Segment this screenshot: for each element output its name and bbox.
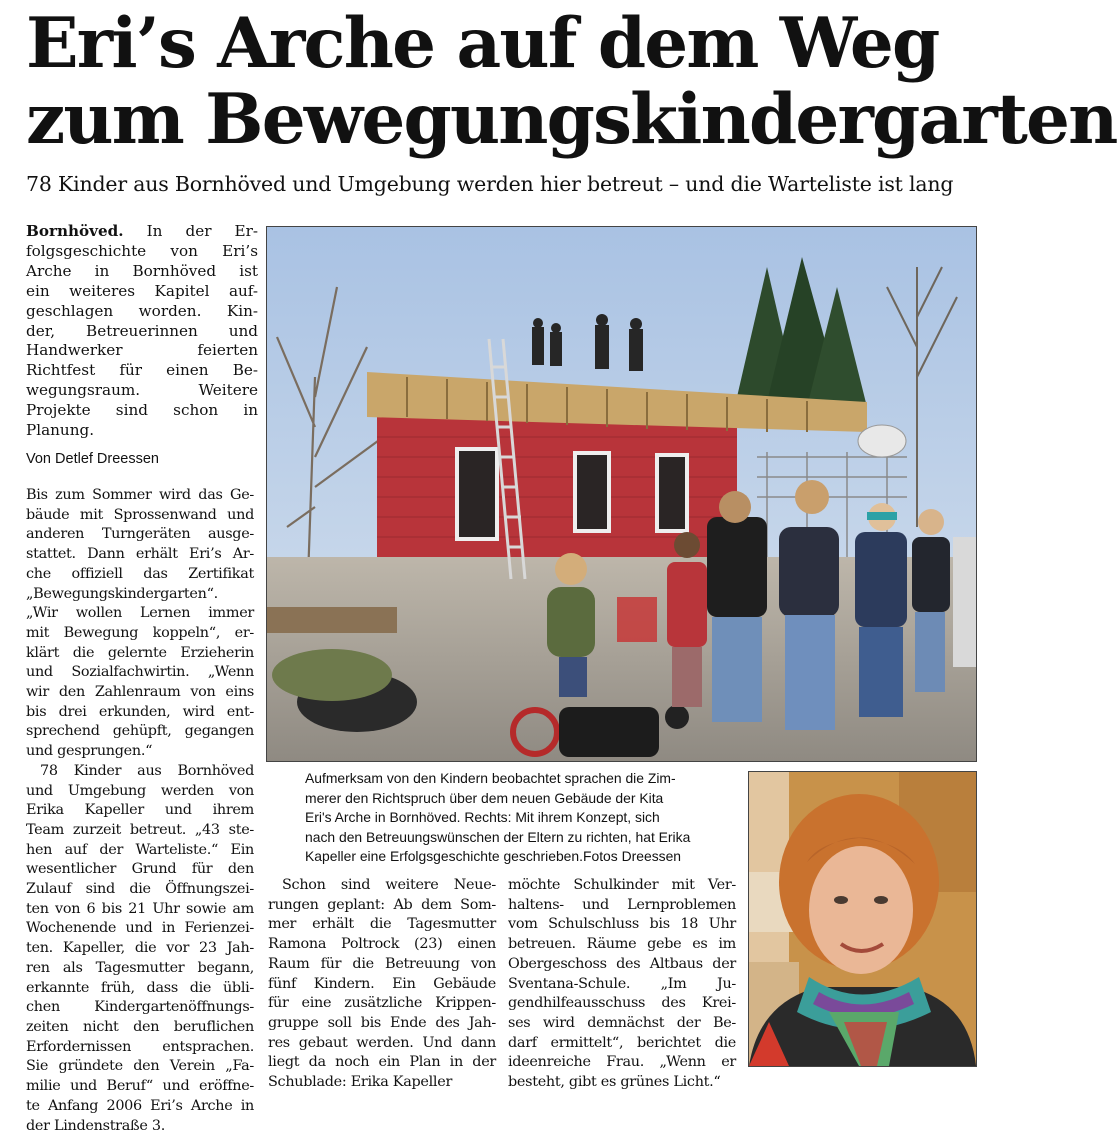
body-line: der Lindenstraße 3. bbox=[26, 1117, 254, 1136]
body-line: und Sozialfachwirtin. „Wenn bbox=[26, 663, 254, 683]
body-line: Erfordernissen entsprachen. bbox=[26, 1038, 254, 1058]
body-line: möchte Schulkinder mit Ver- bbox=[508, 876, 736, 896]
body-line: Erika Kapeller und ihrem bbox=[26, 801, 254, 821]
body-line: Ramona Poltrock (23) einen bbox=[268, 935, 496, 955]
lead-line: Handwerker feierten bbox=[26, 341, 258, 361]
lead-line: der, Betreuerinnen und bbox=[26, 322, 258, 342]
body-line: hen auf der Warteliste.“ Ein bbox=[26, 841, 254, 861]
photo-topping-out-ceremony bbox=[266, 226, 977, 762]
body-line: stattet. Dann erhält Eri’s Ar- bbox=[26, 545, 254, 565]
headline bbox=[26, 6, 986, 158]
photo-portrait-erika-kapeller bbox=[748, 771, 977, 1067]
body-line: fünf Kindern. Ein Gebäude bbox=[268, 975, 496, 995]
body-line: und Umgebung werden von bbox=[26, 782, 254, 802]
body-line: erkannte früh, dass die übli- bbox=[26, 979, 254, 999]
body-line: vom Schulschluss bis 18 Uhr bbox=[508, 915, 736, 935]
body-line: ten. Kapeller, die vor 23 Jah- bbox=[26, 939, 254, 959]
dateline: Bornhöved. bbox=[26, 222, 124, 240]
body-line: mer erhält die Tagesmutter bbox=[268, 915, 496, 935]
lead-line: Arche in Bornhöved ist bbox=[26, 262, 258, 282]
body-line: wesentlicher Grund für den bbox=[26, 860, 254, 880]
lead-line: In der Er- bbox=[124, 222, 258, 240]
body-column-1 bbox=[26, 486, 254, 1136]
body-line: klärt die gelernte Erzieherin bbox=[26, 644, 254, 664]
body-line: te Anfang 2006 Eri’s Arche in bbox=[26, 1097, 254, 1117]
body-line: Bis zum Sommer wird das Ge- bbox=[26, 486, 254, 506]
lead-line: wegungsraum. Weitere bbox=[26, 381, 258, 401]
body-line: ideenreiche Frau. „Wenn er bbox=[508, 1053, 736, 1073]
body-line: rungen geplant: Ab dem Som- bbox=[268, 896, 496, 916]
body-line: 78 Kinder aus Bornhöved bbox=[26, 762, 254, 782]
caption-line: Kapeller eine Erfolgsgeschichte geschrieben.Fotos Dreessen bbox=[305, 847, 737, 867]
body-line: darf ermittelt“, berichtet die bbox=[508, 1034, 736, 1054]
body-line: Team zurzeit betreut. „43 ste- bbox=[26, 821, 254, 841]
caption-line: merer den Richtspruch über dem neuen Gebäude der Kita bbox=[305, 789, 737, 809]
lead-line: geschlagen worden. Kin- bbox=[26, 302, 258, 322]
lead-line: Planung. bbox=[26, 421, 258, 441]
body-line: betreuen. Räume gebe es im bbox=[508, 935, 736, 955]
body-line: ren als Tagesmutter begann, bbox=[26, 959, 254, 979]
body-line: Raum für die Betreuung von bbox=[268, 955, 496, 975]
body-column-2 bbox=[268, 876, 496, 1093]
lead-paragraph bbox=[26, 222, 258, 441]
lead-line: ein weiteres Kapitel auf- bbox=[26, 282, 258, 302]
body-line: gendhilfeausschuss des Krei- bbox=[508, 994, 736, 1014]
body-line: und gesprungen.“ bbox=[26, 742, 254, 762]
body-line: Schon sind weitere Neue- bbox=[268, 876, 496, 896]
body-line: Sventana-Schule. „Im Ju- bbox=[508, 975, 736, 995]
body-line: sprechend gehüpft, gegangen bbox=[26, 722, 254, 742]
body-line: zeiten nicht den beruflichen bbox=[26, 1018, 254, 1038]
body-line: liegt da noch ein Plan in der bbox=[268, 1053, 496, 1073]
body-line: ten von 6 bis 21 Uhr sowie am bbox=[26, 900, 254, 920]
body-line: res gebaut werden. Und dann bbox=[268, 1034, 496, 1054]
body-line: Obergeschoss des Altbaus der bbox=[508, 955, 736, 975]
photo-caption bbox=[305, 769, 737, 867]
body-line: bäude mit Sprossenwand und bbox=[26, 506, 254, 526]
caption-line: nach den Betreuungswünschen der Eltern zu richten, hat Erika bbox=[305, 828, 737, 848]
body-line: haltens- und Lernproblemen bbox=[508, 896, 736, 916]
body-line: für eine zusätzliche Krippen- bbox=[268, 994, 496, 1014]
body-line: Schublade: Erika Kapeller bbox=[268, 1073, 496, 1093]
body-line: anderen Turngeräten ausge- bbox=[26, 525, 254, 545]
body-line: Zulauf sind die Öffnungszei- bbox=[26, 880, 254, 900]
body-line: wir den Zahlenraum von eins bbox=[26, 683, 254, 703]
body-line: Wochenende und in Ferienzei- bbox=[26, 919, 254, 939]
byline: Von Detlef Dreessen bbox=[26, 451, 159, 467]
body-line: „Wir wollen Lernen immer bbox=[26, 604, 254, 624]
lead-line: Richtfest für einen Be- bbox=[26, 361, 258, 381]
body-line: chen Kindergartenöffnungs- bbox=[26, 998, 254, 1018]
body-line: che offiziell das Zertifikat bbox=[26, 565, 254, 585]
body-line: mit Bewegung koppeln“, er- bbox=[26, 624, 254, 644]
body-column-3 bbox=[508, 876, 736, 1093]
body-line: Sie gründete den Verein „Fa- bbox=[26, 1057, 254, 1077]
headline-line-1: Eri’s Arche auf dem Weg bbox=[26, 6, 986, 82]
caption-line: Eri's Arche in Bornhöved. Rechts: Mit ihrem Konzept, sich bbox=[305, 808, 737, 828]
body-line: ses wird demnächst der Be- bbox=[508, 1014, 736, 1034]
lead-line: folgsgeschichte von Eri’s bbox=[26, 242, 258, 262]
headline-line-2: zum Bewegungskindergarten bbox=[26, 82, 986, 158]
body-line: bis drei erkunden, wird ent- bbox=[26, 703, 254, 723]
subheadline: 78 Kinder aus Bornhöved und Umgebung werden hier betreut – und die Warteliste ist lang bbox=[26, 170, 986, 198]
body-line: „Bewegungskindergarten“. bbox=[26, 585, 254, 605]
body-line: besteht, gibt es grünes Licht.“ bbox=[508, 1073, 736, 1093]
lead-line: Projekte sind schon in bbox=[26, 401, 258, 421]
body-line: gruppe soll bis Ende des Jah- bbox=[268, 1014, 496, 1034]
caption-line: Aufmerksam von den Kindern beobachtet sprachen die Zim- bbox=[305, 769, 737, 789]
body-line: milie und Beruf“ und eröffne- bbox=[26, 1077, 254, 1097]
